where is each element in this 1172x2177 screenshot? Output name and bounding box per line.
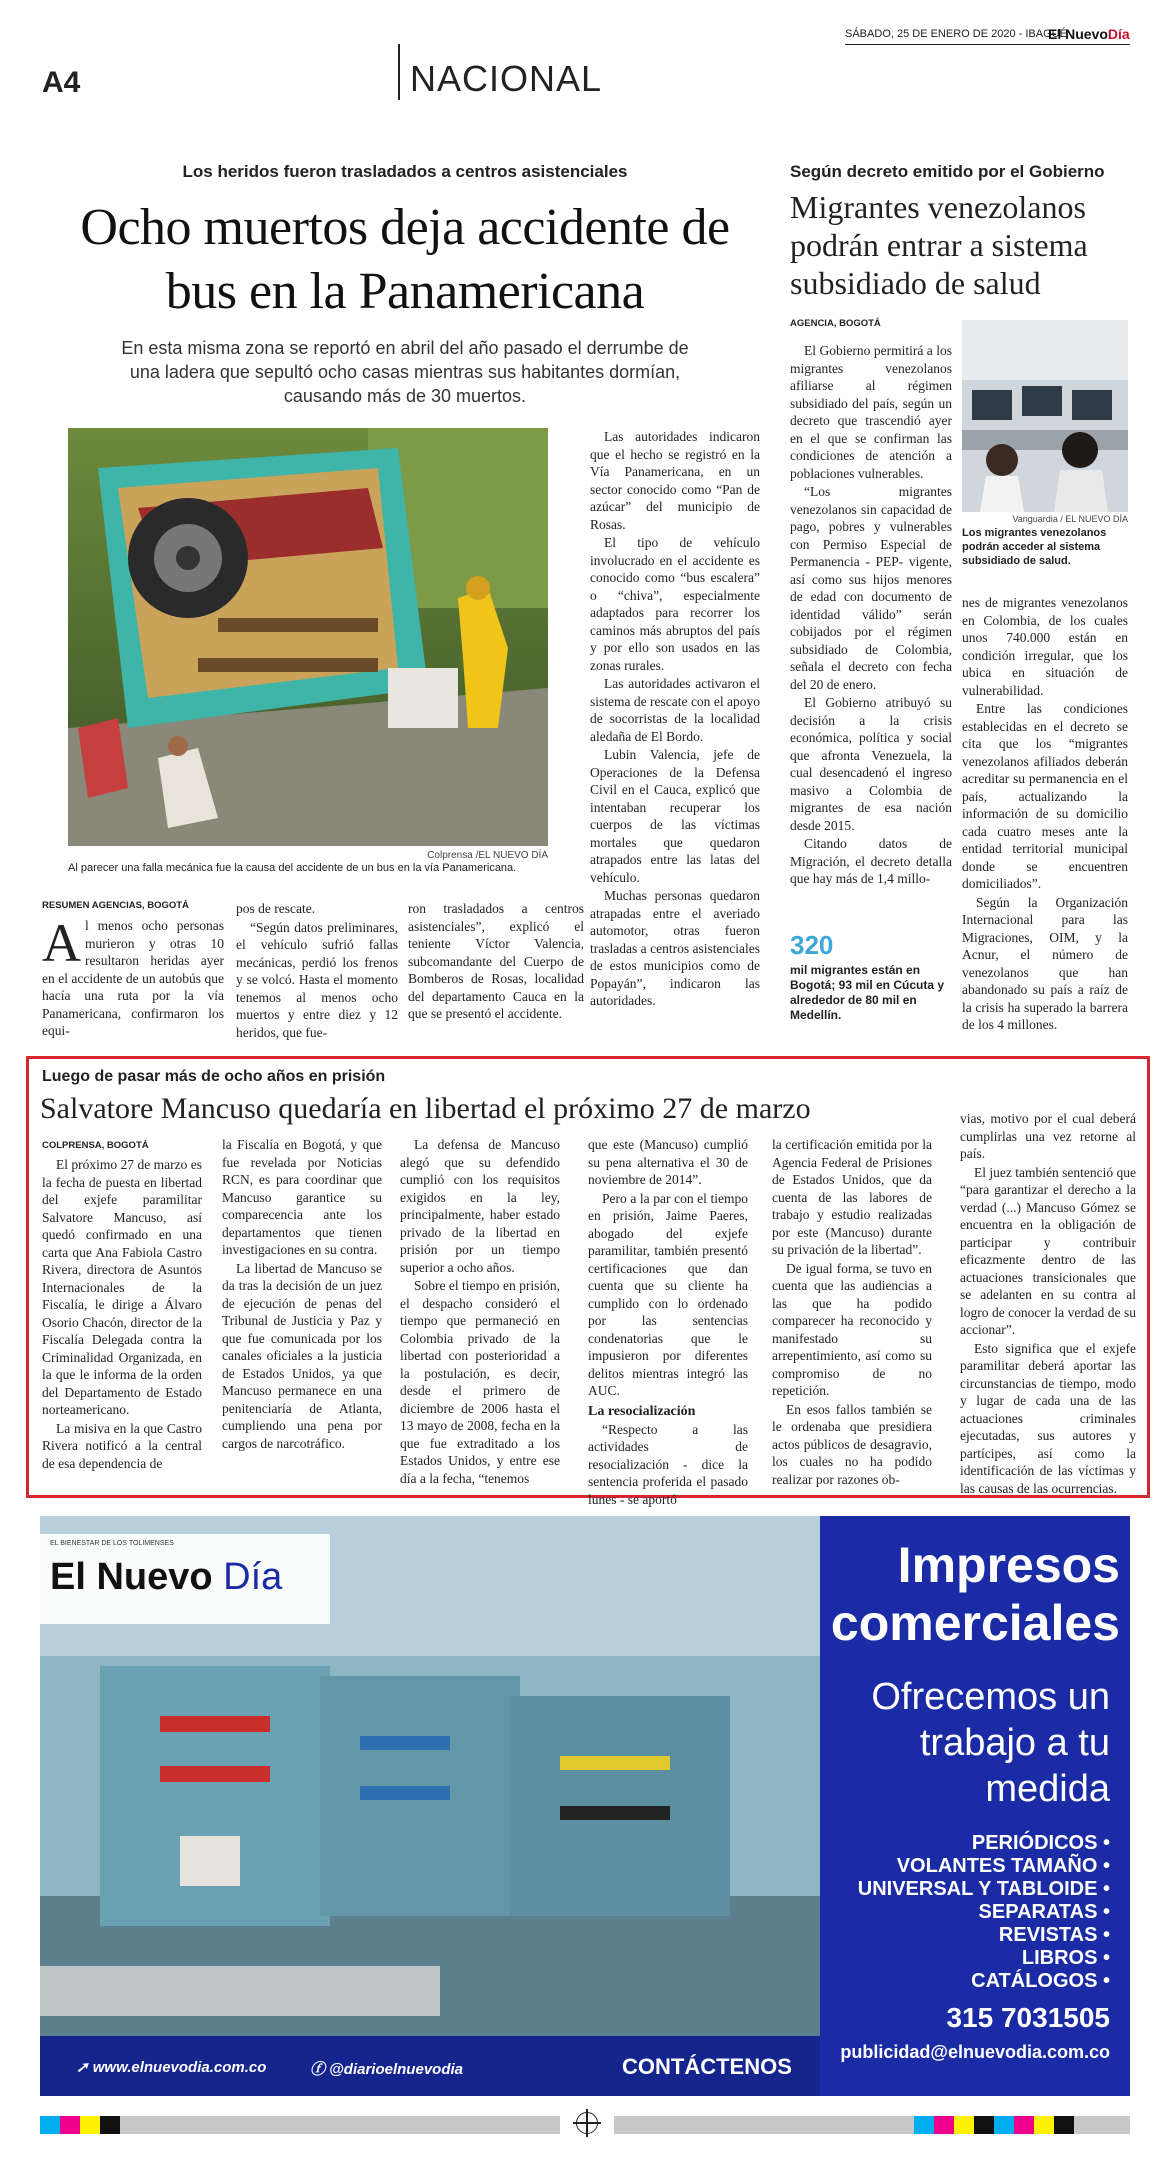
ad-title: Impresos comerciales [830, 1537, 1120, 1651]
ad-service-item: REVISTAS • [998, 1924, 1110, 1946]
paragraph: Entre las condiciones establecidas en el decreto se cita que los “migrantes venezolanos afiliados deberán acreditar su permanencia en el país, actualizando la información de su domicilio cada cuatro meses ante la entidad territorial municipal donde se encuentren domiciliados”. [962, 701, 1128, 891]
paragraph: Muchas personas quedaron atrapadas entre el averiado automotor, otras fueron trasladas a centros asistenciales de estos municipios como de Popayán”, indicaron las autoridades. [590, 888, 760, 1008]
main-column-2 [236, 900, 398, 1042]
paragraph: “Respecto a las actividades de resocialización - dice la sentencia proferida el pasado lunes - se aportó [588, 1421, 748, 1507]
masthead-logo [1048, 26, 1130, 42]
paragraph: la Fiscalía en Bogotá, y que fue revelada por Noticias RCN, es para coordinar que Mancuso garantice su comparecencia ante los departamentos que tienen investigaciones en su contra. [222, 1137, 382, 1257]
paragraph: que este (Mancuso) cumplió su pena alternativa el 30 de noviembre de 2014”. [588, 1137, 748, 1187]
box-column-2 [222, 1136, 382, 1453]
ad-logo-a: El Nuevo [50, 1556, 224, 1598]
paragraph: El juez también sentenció que “para garantizar el derecho a la verdad (...) Mancuso Gómez se encuentra en la obligación de participar y contribuir eficazmente dentro de las actuaciones transicionales que se adelanten en su contra al logro de conocer la verdad de su accionar”. [960, 1164, 1136, 1337]
migrants-office-photo [962, 320, 1128, 512]
box-column-5 [772, 1136, 932, 1489]
main-kicker: Los heridos fueron trasladados a centros asistenciales [182, 162, 628, 181]
color-bar-cyan [40, 2116, 60, 2134]
paragraph: Citando datos de Migración, el decreto detalla que hay más de 1,4 millo- [790, 836, 952, 886]
paragraph: “Los migrantes venezolanos sin capacidad de pago, pobres y vulnerables con Permiso Especial de Permanencia - PEP- vigente, así como sus hijos menores de edad con documento de identidad válido” serán cobijados por el régimen subsidiado de Colombia, señala el decreto con fecha del 20 de enero. [790, 484, 952, 692]
paragraph: la certificación emitida por la Agencia Federal de Prisiones de Estados Unidos, que da cuenta de las labores de trabajo y estudio realizadas por este (Mancuso) durante su privación de la libertad”. [772, 1137, 932, 1257]
paragraph: ron trasladados a centros asistenciales”, explicó el teniente Víctor Valencia, subcomandante del Cuerpo de Bomberos de Rosas, localidad del departamento Cauca en la que se presentó el accidente. [408, 901, 584, 1021]
ad-tagline: EL BIENESTAR DE LOS TOLIMENSES [50, 1540, 174, 1547]
ad-logo-b: Día [223, 1556, 283, 1598]
paragraph: El próximo 27 de marzo es la fecha de puesta en libertad del exjefe paramilitar Salvatore Mancuso, así quedó confirmado en una carta que Ana Fabiola Castro Rivera, directora de Asuntos Internacionales de la Fiscalía, le dirige a Álvaro Osorio Chacón, director de la Fiscalía Delegada contra la Criminalidad Organizada, en la que le informa de la orden del Departamento de Estado norteamericano. [42, 1157, 202, 1417]
dateline: SÁBADO, 25 DE ENERO DE 2020 - IBAGUÉ [845, 28, 1067, 40]
paragraph: vias, motivo por el cual deberá cumplirlas una vez retorne al país. [960, 1111, 1136, 1161]
paragraph: La libertad de Mancuso se da tras la decisión de un juez de ejecución de penas del Tribunal de Justicia y Paz y que fue comunicada por los canales oficiales a la justicia de Estados Unidos, ya que Mancuso permanece en una penitenciaría de Atlanta, cumpliendo una pena por cargos de narcotráfico. [222, 1260, 382, 1451]
box-column-4 [588, 1136, 748, 1509]
paragraph: Lubin Valencia, jefe de Operaciones de la Defensa Civil en el Cauca, explicó que intentaban recuperar los cuerpos de las víctimas mortales que quedaron atrapados entre las latas del vehículo. [590, 747, 760, 885]
box-column-3 [400, 1136, 560, 1488]
page-number: A4 [42, 66, 81, 99]
ad-service-item: LIBROS • [1021, 1947, 1110, 1969]
ad-phone: 315 7031505 [946, 2002, 1110, 2033]
section-divider [398, 44, 400, 100]
color-bar-black [100, 2116, 120, 2134]
ad-website [76, 2058, 266, 2076]
color-bar-yellow [954, 2116, 974, 2134]
paragraph: nes de migrantes venezolanos en Colombia, de los cuales unos 740.000 están en condición irregular, que los ubica en situación de vulnerabilidad. [962, 595, 1128, 698]
paragraph: La misiva en la que Castro Rivera notificó a la central de esa dependencia de [42, 1420, 202, 1471]
ad-service-item: UNIVERSAL Y TABLOIDE • [857, 1878, 1110, 1900]
box-column-1 [42, 1156, 202, 1473]
side-kicker: Según decreto emitido por el Gobierno [790, 162, 1105, 181]
side-photo-caption: Los migrantes venezolanos podrán acceder al sistema subsidiado de salud. [962, 527, 1107, 567]
main-column-3 [408, 900, 584, 1024]
paragraph: El Gobierno atribuyó su decisión a la crisis económica, política y social que afronta Venezuela, la cual desencadenó el ingreso masivo a Colombia de migrantes de esa nación desde 2015. [790, 695, 952, 833]
main-byline: RESUMEN AGENCIAS, BOGOTÁ [42, 900, 189, 911]
section-title: NACIONAL [410, 58, 603, 99]
color-bar-gray [1074, 2116, 1130, 2134]
paragraph: “Según datos preliminares, el vehículo sufrió fallas mecánicas, perdió los frenos y se volcó. Hasta el momento tenemos al menos ocho muertos y entre diez y 12 heridos, que fue- [236, 919, 398, 1040]
ad-slogan: Ofrecemos un trabajo a tu medida [871, 1676, 1110, 1810]
side-headline: Migrantes venezolanos podrán entrar a sistema subsidiado de salud [790, 189, 1088, 301]
ad-social [310, 2058, 463, 2079]
fact-number: 320 [790, 930, 834, 960]
paragraph: Esto significa que el exjefe paramilitar deberá aportar las circunstancias de tiempo, modo y lugar de cada una de las actuaciones criminales ejecutadas, sus autores y partícipes, así como la identificación de las víctimas y las causas de las ocurrencias. [960, 1340, 1136, 1496]
paragraph: El tipo de vehículo involucrado en el accidente es conocido como “bus escalera” o “chiva”, especialmente adaptados para recorrer los caminos más abruptos del país y por ello son usados en las zonas rurales. [590, 535, 760, 673]
color-bar-gray [120, 2116, 560, 2134]
ad-contact-label: CONTÁCTENOS [622, 2054, 792, 2079]
paragraph: Pero a la par con el tiempo en prisión, Jaime Paeres, abogado del exjefe paramilitar, también presentó certificaciones que dan cuenta que su cliente ha cumplido con lo ordenado por las sentencias condenatorias que le impusieron por diferentes delitos mientras integró las AUC. [588, 1190, 748, 1398]
ad-services-list [780, 1832, 1110, 1993]
facebook-icon: ⓕ [310, 2061, 330, 2078]
masthead-logo-a: El Nuevo [1048, 26, 1108, 42]
fact-box [790, 930, 952, 1023]
color-bar-cyan [994, 2116, 1014, 2134]
ad-website-text: www.elnuevodia.com.co [92, 2059, 267, 2076]
paragraph: Las autoridades indicaron que el hecho se registró en la Vía Panamericana, en un sector conocido como “Pan de azúcar” del municipio de Rosas. [590, 429, 760, 532]
ad-service-item: CATÁLOGOS • [971, 1970, 1110, 1992]
paragraph: En esos fallos también se le ordenaba que presidiera actos públicos de desagravio, los cuales no ha podido realizar por razones ob- [772, 1401, 932, 1487]
ad-logo [50, 1556, 282, 1599]
ad-social-text: @diarioelnuevodia [329, 2061, 463, 2078]
side-column-2 [962, 594, 1128, 1035]
box-byline: COLPRENSA, BOGOTÁ [42, 1140, 149, 1151]
box-headline: Salvatore Mancuso quedaría en libertad el próximo 27 de marzo [40, 1092, 811, 1125]
main-photo-credit: Colprensa /EL NUEVO DÍA [427, 850, 548, 861]
main-deck: En esta misma zona se reportó en abril del año pasado el derrumbe de una ladera que sepultó ocho casas mientras sus habitantes dormían, causando más de 30 muertos. [121, 338, 689, 406]
color-bar-magenta [1014, 2116, 1034, 2134]
paragraph: Sobre el tiempo en prisión, el despacho consideró el tiempo que permaneció en Colombia privado de la libertad con posterioridad a la postulación, es decir, desde el primero de diciembre de 2006 hasta el 13 mayo de 2008, fecha en la que fue extraditado a los Estados Unidos, y entre ese día a la fecha, “tenemos [400, 1278, 560, 1486]
ad-service-item: SEPARATAS • [978, 1901, 1110, 1923]
paragraph: De igual forma, se tuvo en cuenta que las audiencias a las que ha podido comparecer ha reconocido y manifestado su arrepentimiento, así como su compromiso de no repetición. [772, 1260, 932, 1398]
color-bar-yellow [80, 2116, 100, 2134]
advertisement [40, 1516, 1130, 2096]
paragraph: Según la Organización Internacional para las Migraciones, OIM, y la Acnur, el número de venezolanos que han abandonado su país a raíz de la crisis ha superado la barrera de los 4 millones. [962, 894, 1128, 1032]
color-bar-gray [614, 2116, 914, 2134]
side-photo-credit: Vanguardia / EL NUEVO DÍA [1012, 514, 1128, 524]
ad-email: publicidad@elnuevodia.com.co [840, 2042, 1110, 2062]
ad-service-item: PERIÓDICOS • [971, 1832, 1110, 1854]
color-bar-black [1054, 2116, 1074, 2134]
main-headline: Ocho muertos deja accidente de bus en la Panamericana [80, 199, 730, 320]
paragraph: pos de rescate. [236, 901, 316, 916]
fact-text: mil migrantes están en Bogotá; 93 mil en Cúcuta y alrededor de 80 mil en Medellín. [790, 963, 945, 1022]
drop-cap: A [42, 913, 81, 973]
main-photo-caption: Al parecer una falla mecánica fue la causa del accidente de un bus en la vía Panamericana. [68, 862, 517, 874]
paragraph: El Gobierno permitirá a los migrantes venezolanos afiliarse al régimen subsidiado del país, según un decreto que trascendió ayer en el que se confirman las condiciones de atención a poblaciones vulnerables. [790, 343, 952, 481]
box-kicker: Luego de pasar más de ocho años en prisión [42, 1068, 386, 1085]
color-bar-cyan [914, 2116, 934, 2134]
paragraph: Las autoridades activaron el sistema de rescate con el apoyo de socorristas de la localidad aledaña de El Bordo. [590, 676, 760, 744]
registration-mark-icon [576, 2112, 598, 2134]
color-bar-black [974, 2116, 994, 2134]
side-byline: AGENCIA, BOGOTÁ [790, 318, 881, 329]
color-bar-magenta [934, 2116, 954, 2134]
cursor-icon: ➚ [76, 2059, 93, 2076]
header-rule [845, 44, 1130, 45]
paragraph: La defensa de Mancuso alegó que su defendido cumplió con los requisitos exigidos en la ley, principalmente, haber estado privado de la libertad en prisión por un tiempo superior a ocho años. [400, 1137, 560, 1275]
bus-accident-photo [68, 428, 548, 846]
box-column-6 [960, 1110, 1136, 1498]
main-column-4 [590, 428, 760, 1011]
masthead-logo-b: Día [1107, 26, 1130, 42]
color-bar-yellow [1034, 2116, 1054, 2134]
subhead: La resocialización [588, 1403, 696, 1419]
main-col1-text: l menos ocho personas murieron y otras 10 resultaron heridas ayer en el accidente de un autobús que hacía una ruta por la vía Panamericana, confirmaron los equi- [42, 918, 224, 1038]
color-bar-magenta [60, 2116, 80, 2134]
side-column-1 [790, 342, 952, 889]
main-column-1 [42, 913, 224, 1040]
ad-service-item: VOLANTES TAMAÑO • [896, 1855, 1110, 1877]
